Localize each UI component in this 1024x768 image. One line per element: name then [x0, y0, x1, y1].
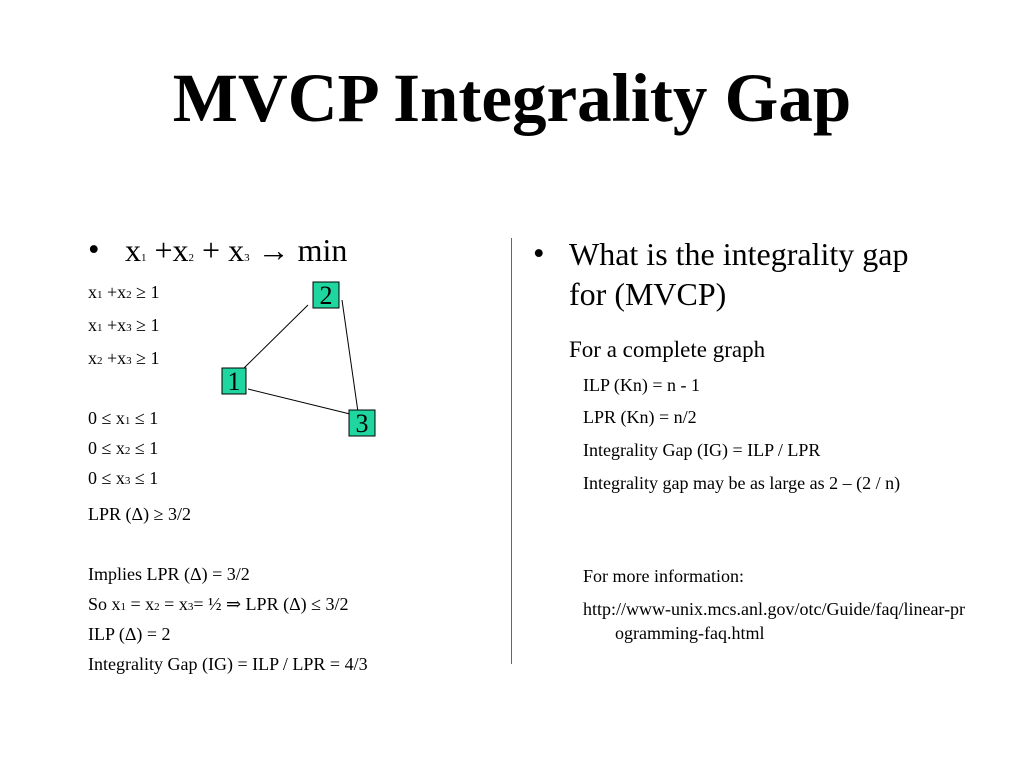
- gap-line: Integrality Gap (IG) = ILP / LPR = 4/3: [88, 654, 368, 674]
- obj-part: → min: [249, 232, 348, 268]
- b-sub: 3: [124, 475, 131, 487]
- b-part: 0 ≤ x: [88, 438, 125, 458]
- b-sub: 2: [124, 445, 131, 457]
- node-3-label: 3: [355, 409, 369, 438]
- b-part: ≤ 1: [130, 438, 159, 458]
- c-part: ≥ 1: [131, 348, 160, 368]
- obj-sub: 1: [141, 252, 147, 264]
- node-2: [313, 281, 339, 310]
- integrality-question: What is the integrality gap for (MVCP): [569, 236, 909, 312]
- node-1: [222, 367, 246, 396]
- node-3: [349, 409, 375, 438]
- c-part: +x: [102, 282, 127, 302]
- b-part: ≤ 1: [130, 468, 159, 488]
- lpr-bound: LPR (Δ) ≥ 3/2: [88, 504, 191, 524]
- obj-sub: 2: [188, 252, 195, 264]
- so-part: So x: [88, 594, 121, 614]
- c-part: +x: [102, 348, 127, 368]
- node-1-label: 1: [227, 367, 241, 396]
- ig-bound: Integrality gap may be as large as 2 – (2 / n): [583, 473, 901, 493]
- c-part: x: [88, 282, 97, 302]
- obj-part: +x: [146, 232, 189, 268]
- ilp-line: ILP (Δ) = 2: [88, 624, 171, 644]
- c-part: +x: [102, 315, 127, 335]
- so-part: = ½ ⇒ LPR (Δ) ≤ 3/2: [193, 594, 349, 614]
- c-part: x: [88, 348, 97, 368]
- c-sub: 3: [126, 322, 132, 334]
- so-sub: 1: [120, 601, 127, 613]
- b-part: 0 ≤ x: [88, 408, 125, 428]
- c-part: ≥ 1: [131, 315, 160, 335]
- so-sub: 2: [154, 601, 160, 613]
- ilp-kn: ILP (Kn) = n - 1: [583, 375, 700, 395]
- c-sub: 1: [97, 322, 103, 334]
- c-sub: 2: [126, 289, 132, 301]
- c-sub: 2: [97, 355, 103, 367]
- slide-title: MVCP Integrality Gap: [172, 60, 852, 136]
- bullet-objective: •: [88, 232, 100, 268]
- edge-2-1: [240, 305, 308, 372]
- more-info-label: For more information:: [583, 566, 744, 586]
- complete-graph-heading: For a complete graph: [569, 337, 766, 362]
- c-sub: 1: [97, 289, 103, 301]
- c-sub: 3: [126, 355, 132, 367]
- b-part: ≤ 1: [130, 408, 159, 428]
- b-sub: 1: [124, 415, 131, 427]
- so-part: = x: [159, 594, 188, 614]
- node-2-label: 2: [319, 281, 333, 310]
- c-part: x: [88, 315, 97, 335]
- so-part: = x: [126, 594, 155, 614]
- so-sub: 3: [187, 601, 194, 613]
- implies-line: Implies LPR (Δ) = 3/2: [88, 564, 250, 584]
- bullet-question: •: [533, 236, 545, 272]
- obj-part: + x: [194, 232, 245, 268]
- c-part: ≥ 1: [131, 282, 160, 302]
- column-divider: [511, 238, 512, 664]
- obj-sub: 3: [244, 252, 250, 264]
- obj-part: x: [125, 232, 141, 268]
- lpr-kn: LPR (Kn) = n/2: [583, 407, 697, 427]
- edge-2-3: [342, 300, 358, 412]
- ig-definition: Integrality Gap (IG) = ILP / LPR: [583, 440, 821, 460]
- b-part: 0 ≤ x: [88, 468, 125, 488]
- faq-link[interactable]: http://www-unix.mcs.anl.gov/otc/Guide/faq/linear-programming-faq.html: [583, 599, 966, 643]
- edge-1-3: [248, 389, 350, 414]
